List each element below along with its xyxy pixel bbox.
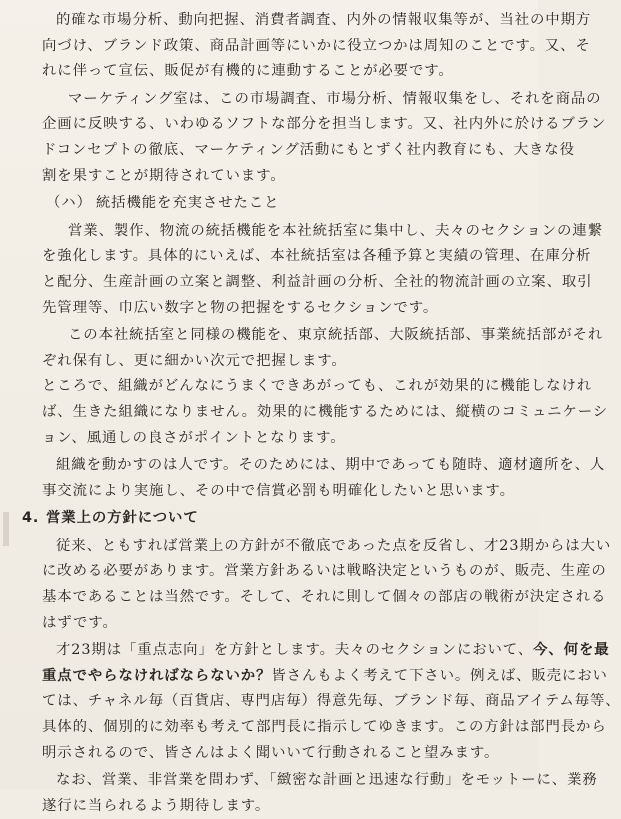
- text-line: ては、チャネル毎（百貨店、専門店毎）得意先毎、ブランド毎、商品アイテム毎等、: [42, 693, 621, 710]
- text-line: 企画に反映する、いわゆるソフトな部分を担当します。又、社内外に於けるブラン: [42, 116, 607, 133]
- text-line: 営業、製作、物流の統括機能を本社統括室に集中し、夫々のセクションの連繋: [68, 222, 603, 239]
- text-line: 基本であることは当然です。そして、それに則して個々の部店の戦術が決定される: [42, 589, 607, 606]
- subsection-marker: （ハ）: [46, 195, 92, 212]
- text-line: ば、生きた組織になりません。効果的に機能するためには、縦横のコミュニケーシ: [42, 403, 609, 420]
- paragraph-organization-function: [42, 374, 609, 451]
- paragraph-people: [42, 453, 606, 504]
- page-edge-mark: [3, 512, 9, 546]
- text-line: 的確な市場分析、動向把握、消費者調査、内外の情報収集等が、当社の中期方: [56, 12, 592, 28]
- text-line: 組織を動かすのは人です。そのためには、期中であっても随時、適材適所を、人: [56, 457, 606, 474]
- text-line: 具体的、個別的に効率も考えて部門長に指示してゆきます。この方針は部門長から: [42, 719, 607, 736]
- text-line: ところで、組織がどんなにうまくできあがっても、これが効果的に機能しなけれ: [42, 378, 593, 395]
- text-line: れに伴って宣伝、販促が有機的に連動することが必要です。: [42, 63, 454, 80]
- paragraph-regional-control: [42, 323, 604, 374]
- text-line: [42, 664, 608, 690]
- text-line: 明示されるので、皆さんはよく聞いいて行動されること望みます。: [42, 744, 500, 761]
- paragraph-central-control: [42, 219, 603, 321]
- text-line: マーケティング室は、この市場調査、市場分析、情報収集をし、それを商品の: [68, 90, 602, 107]
- section-title: 営業上の方針について: [46, 510, 199, 527]
- text-line: と配分、生産計画の立案と調整、利益計画の分析、全社的物流計画の立案、取引: [42, 273, 593, 290]
- text-line: を強化します。具体的にいえば、本社統括室は各種予算と実績の管理、在庫分析: [42, 248, 592, 265]
- text-line: ぞれ保有し、更に細かい次元で把握します。: [42, 352, 347, 369]
- paragraph-market-analysis: [42, 8, 592, 85]
- subsection-heading-c: [42, 191, 498, 217]
- text-line: 向づけ、ブランド政策、商品計画等にいかに役立つかは周知のことです。又、そ: [42, 37, 591, 54]
- paragraph-closing: [42, 768, 598, 819]
- text-line: 事交流により実施し、その中で信賞必罰も明確化したいと思います。: [42, 482, 515, 499]
- text-line: はずです。: [42, 614, 118, 631]
- text-line: なお、営業、非営業を問わず、「緻密な計画と迅速な行動」をモットーに、業務: [56, 772, 598, 789]
- emphasis-text: 重点でやらなければならないか？: [42, 667, 272, 684]
- text-line: 遂行に当られるよう期待します。: [42, 797, 271, 814]
- text-line: この本社統括室と同様の機能を、東京統括部、大阪統括部、事業統括部がそれ: [68, 327, 604, 344]
- text-line: 従来、ともすれば営業上の方針が不徹底であった点を反省し、才23期からは大い: [56, 537, 612, 554]
- text-line: 割を果すことが期待されています。: [42, 167, 286, 184]
- section-number: 4.: [22, 510, 40, 527]
- text-line: に改める必要があります。営業方針あるいは戦略決定というものが、販売、生産の: [42, 563, 607, 580]
- text-span: 皆さんもよく考えて下さい。例えば、販売におい: [271, 667, 608, 684]
- emphasis-text: 今、何を最: [533, 642, 610, 659]
- text-line: ドコンセプトの徹底、マーケティング活動にもとずく社内教育にも、大きな役: [42, 141, 575, 158]
- paragraph-sales-policy-intro: [42, 534, 612, 636]
- text-line: [42, 638, 610, 664]
- section-heading-4: [22, 506, 498, 532]
- paragraph-marketing-office: [42, 87, 607, 189]
- text-line: ョン、風通しの良さがポイントとなります。: [42, 429, 346, 446]
- text-span: 才23期は「重点志向」を方針とします。夫々のセクションにおいて、: [56, 642, 534, 659]
- subsection-title: 統括機能を充実させたこと: [95, 195, 280, 212]
- paragraph-focus-policy: [42, 638, 621, 766]
- text-line: 先管理等、巾広い数字と物の把握をするセクションです。: [42, 299, 439, 316]
